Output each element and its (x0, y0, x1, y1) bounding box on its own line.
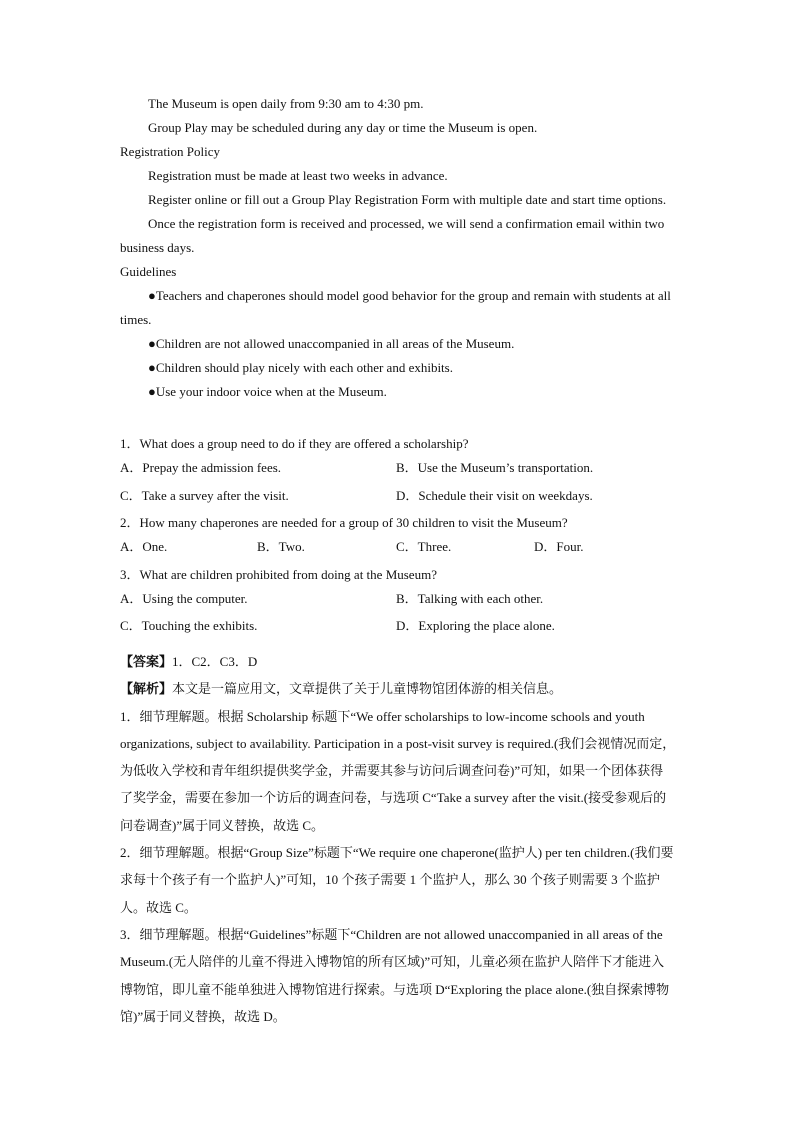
question-2-option-d: D．Four. (534, 539, 584, 554)
question-3-options-row-2 (120, 614, 675, 642)
question-3-option-b: B．Talking with each other. (396, 590, 544, 606)
analysis-item-3: 3．细节理解题。根据“Guidelines”标题下“Children are not allowed unaccompanied in all areas of the Museum.(无人陪伴的儿童不得进入博物馆的所有区域)”可知，儿童必须在监护人陪伴下才能进入博物馆，即儿童不能单独进入博物馆进行探索。与选项 D“Exploring the place alone.(独自探索博物馆)”属于同义替换，故选 D。 (120, 926, 670, 1024)
analysis-label: 【解析】 (120, 681, 173, 697)
question-1-option-d: D．Schedule their visit on weekdays. (396, 487, 593, 503)
registration-paragraph-3: Once the registration form is received and processed, we will send a confirmation email within two business days. (120, 216, 665, 255)
question-3-stem: 3．What are children prohibited from doing at the Museum? (120, 566, 437, 582)
question-2-option-a: A．One. (120, 539, 168, 554)
analysis-intro-line (120, 675, 676, 702)
answer-text: 1．C2．C3．D (172, 654, 258, 669)
hours-line-1: The Museum is open daily from 9:30 am to 4:30 pm. (148, 96, 424, 111)
registration-paragraph-1: Registration must be made at least two weeks in advance. (148, 168, 448, 183)
question-3-option-a: A．Using the computer. (120, 590, 248, 606)
passage (120, 92, 675, 404)
answer-label: 【答案】 (120, 654, 173, 669)
question-1-stem: 1．What does a group need to do if they are offered a scholarship? (120, 436, 469, 451)
question-1-options-row-1 (120, 456, 675, 484)
guideline-item: ●Teachers and chaperones should model good behavior for the group and remain with students at all times. (120, 288, 671, 327)
guideline-item: ●Children are not allowed unaccompanied in all areas of the Museum. (148, 336, 515, 351)
question-3-options-row-1 (120, 587, 675, 615)
guideline-item: ●Children should play nicely with each other and exhibits. (148, 360, 453, 375)
question-1-options-row-2 (120, 484, 675, 512)
questions (120, 432, 675, 642)
analysis-intro: 本文是一篇应用文，文章提供了关于儿童博物馆团体游的相关信息。 (172, 681, 563, 697)
question-2-options-row (120, 535, 675, 563)
question-3-option-c: C．Touching the exhibits. (120, 618, 258, 633)
question-2-stem: 2．How many chaperones are needed for a group of 30 children to visit the Museum? (120, 515, 568, 530)
question-3-option-d: D．Exploring the place alone. (396, 618, 555, 633)
answer-section (120, 648, 676, 1030)
analysis-item-2: 2．细节理解题。根据“Group Size”标题下“We require one chaperone(监护人) per ten children.(我们要求每十个孩子有一个监护人)”可知，10 个孩子需要 1 个监护人，那么 30 个孩子则需要 3 个监护人。故选 C。 (120, 845, 674, 915)
answer-line (120, 648, 676, 675)
question-1-option-c: C．Take a survey after the visit. (120, 487, 289, 503)
hours-line-2: Group Play may be scheduled during any day or time the Museum is open. (148, 120, 538, 135)
question-1-option-b: B．Use the Museum’s transportation. (396, 460, 594, 475)
analysis-item-1: 1．细节理解题。根据 Scholarship 标题下“We offer scholarships to low-income schools and youth organizations, subject to availability. Participation in a post-visit survey is required.(我们会视情况而定，为低收入学校和青年组织提供奖学金，并需要其参与访问后调查问卷)”可知，如果一个团体获得了奖学金，需要在参加一个访后的调查问卷，与选项 C“Take a survey after the visit.(接受参观后的问卷调查)”属于同义替换，故选 C。 (120, 708, 676, 833)
question-2-option-b: B．Two. (257, 539, 305, 554)
question-2-option-c: C．Three. (396, 539, 452, 554)
guideline-item: ●Use your indoor voice when at the Museum. (148, 384, 387, 399)
guidelines-heading: Guidelines (120, 264, 177, 279)
registration-paragraph-2: Register online or fill out a Group Play Registration Form with multiple date and start time options. (148, 192, 667, 207)
registration-heading: Registration Policy (120, 144, 221, 159)
question-1-option-a: A．Prepay the admission fees. (120, 460, 282, 475)
